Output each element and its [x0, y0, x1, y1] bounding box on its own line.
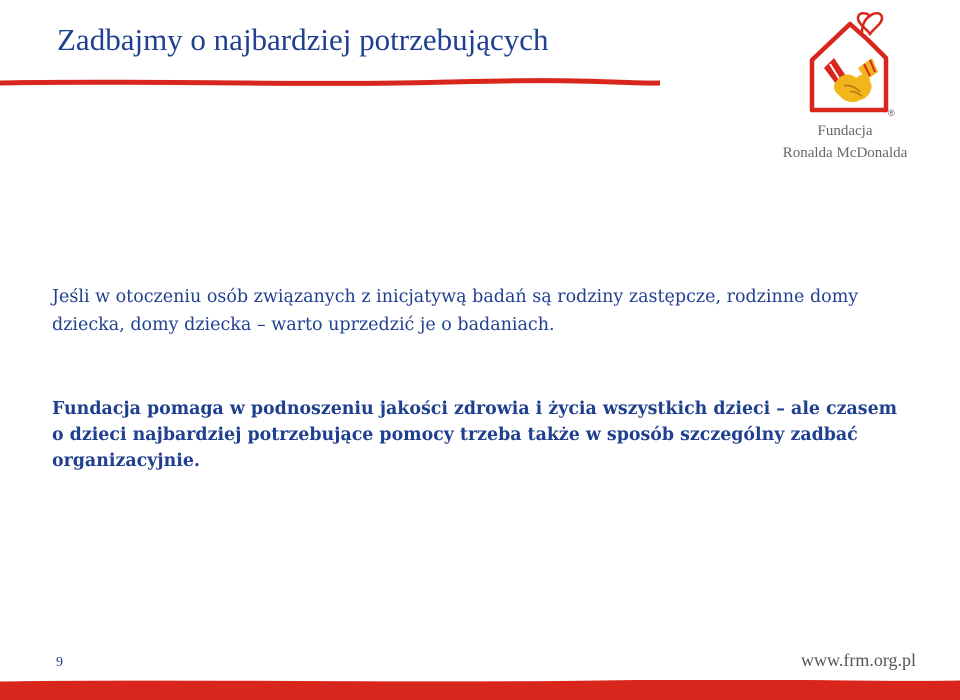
bottom-decorative-bar	[0, 680, 960, 700]
registered-mark: ®	[888, 108, 895, 118]
logo-caption-line2: Ronalda McDonalda	[782, 145, 908, 161]
logo-caption-line1: Fundacja	[817, 123, 873, 139]
page-number: 9	[56, 655, 63, 670]
footer-url[interactable]: www.frm.org.pl	[801, 650, 916, 670]
emphasis-paragraph: Fundacja pomaga w podnoszeniu jakości zdrowia i życia wszystkich dzieci – ale czasem o dzieci najbardziej potrzebujące pomocy trzeba także w sposób szczególny zadbać organizacyjnie.	[52, 399, 898, 471]
info-paragraph: Jeśli w otoczeniu osób związanych z inicjatywą badań są rodziny zastępcze, rodzinne domy dziecka, domy dziecka – warto uprzedzić je o badaniach.	[52, 287, 859, 335]
title-divider	[0, 78, 660, 88]
logo-caption	[770, 120, 920, 164]
slide-title: Zadbajmy o najbardziej potrzebujących	[57, 22, 549, 57]
